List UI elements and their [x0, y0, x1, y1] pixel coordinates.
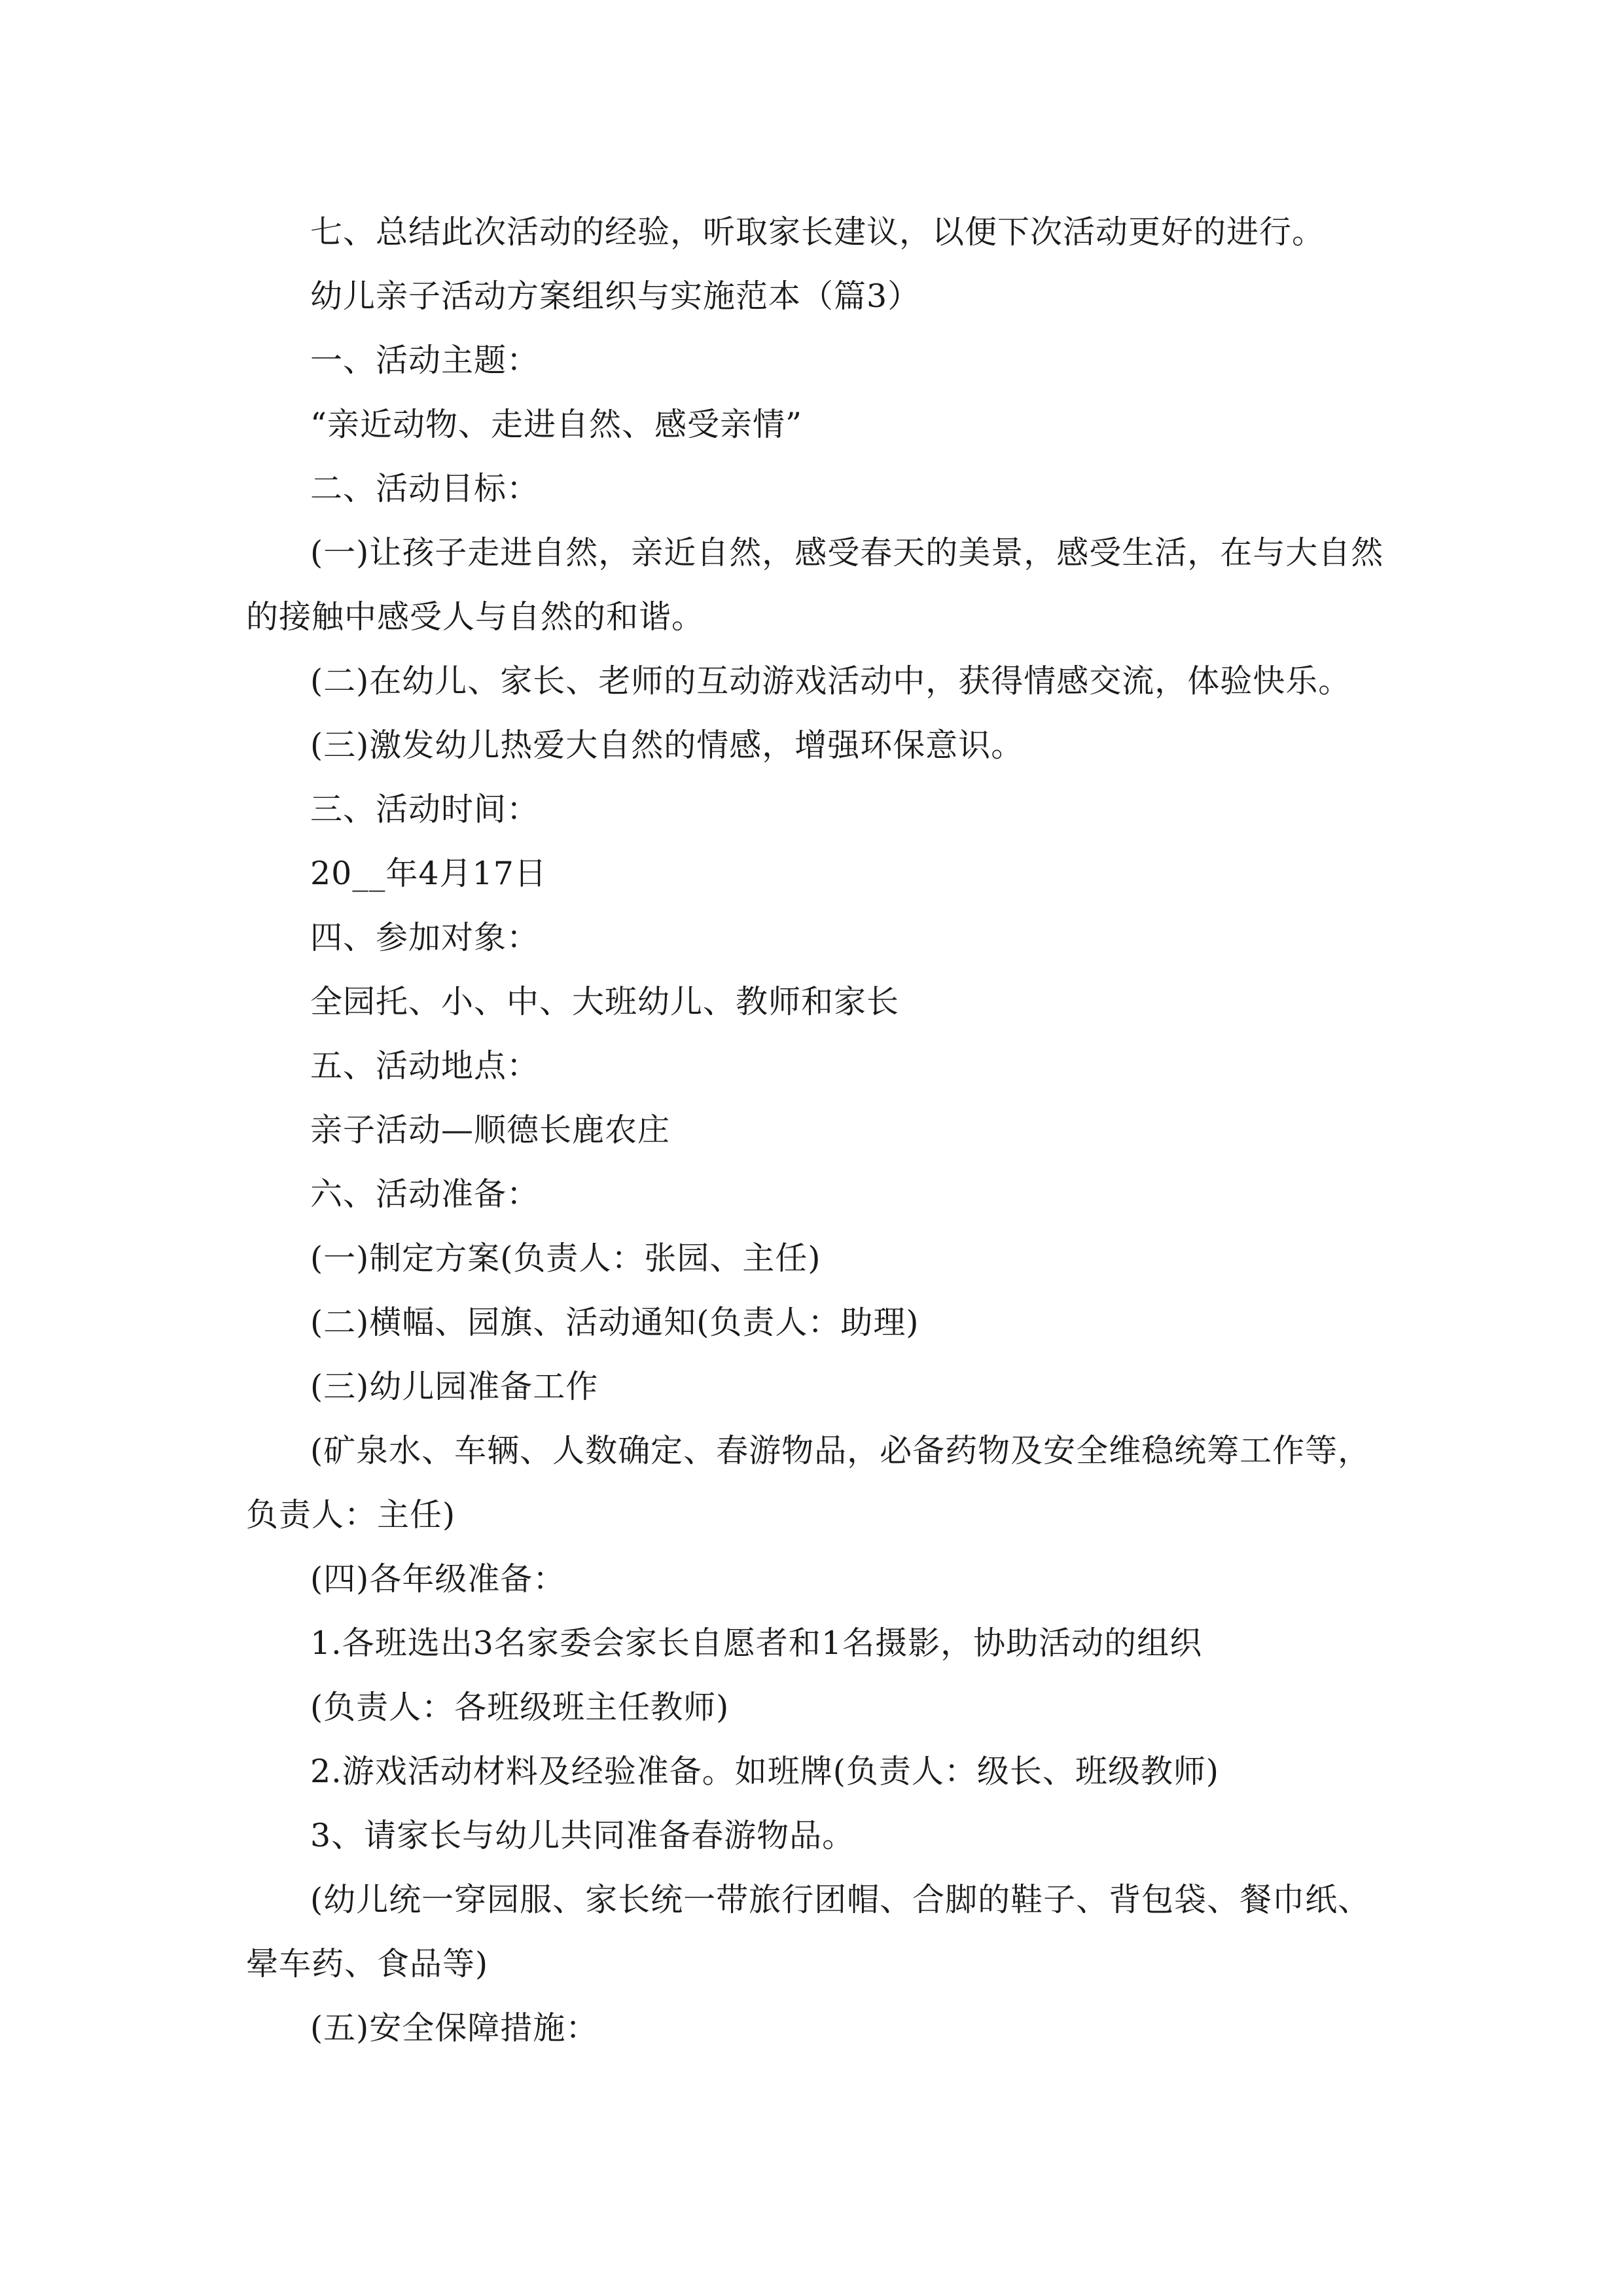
heading-activity-theme: 一、活动主题：: [310, 342, 540, 379]
heading-participants: 四、参加对象：: [310, 919, 540, 956]
goal-item-1: (一)让孩子走进自然，亲近自然，感受春天的美景，感受生活，在与大自然的接触中感受人与自然的和谐。: [246, 534, 1384, 636]
participants-text: 全园托、小、中、大班幼儿、教师和家长: [310, 983, 900, 1020]
heading-location: 五、活动地点：: [310, 1047, 540, 1085]
location-text: 亲子活动—顺德长鹿农庄: [310, 1111, 671, 1149]
heading-activity-time: 三、活动时间：: [310, 791, 540, 828]
heading-activity-goals: 二、活动目标：: [310, 470, 540, 507]
prep-item-4: (四)各年级准备：: [310, 1560, 566, 1598]
grade-prep-3: 3、请家长与幼儿共同准备春游物品。: [310, 1817, 855, 1854]
goal-item-2: (二)在幼儿、家长、老师的互动游戏活动中，获得情感交流，体验快乐。: [310, 662, 1351, 700]
prep-item-3-detail: (矿泉水、车辆、人数确定、春游物品，必备药物及安全维稳统筹工作等，负责人：主任): [246, 1432, 1371, 1534]
prep-item-2: (二)横幅、园旗、活动通知(负责人：助理): [310, 1304, 919, 1341]
paragraph-summary-experience: 七、总结此次活动的经验，听取家长建议，以便下次活动更好的进行。: [310, 213, 1325, 251]
document-body: [246, 200, 1385, 2060]
activity-date: 20__年4月17日: [310, 855, 547, 892]
prep-item-3: (三)幼儿园准备工作: [310, 1368, 599, 1405]
grade-prep-1-owner: (负责人：各班级班主任教师): [310, 1689, 730, 1726]
goal-item-3: (三)激发幼儿热爱大自然的情感，增强环保意识。: [310, 726, 1024, 764]
prep-item-1: (一)制定方案(负责人：张园、主任): [310, 1240, 821, 1277]
theme-quote: “亲近动物、走进自然、感受亲情”: [310, 406, 803, 443]
prep-item-5: (五)安全保障措施：: [310, 2009, 599, 2047]
grade-prep-1: 1.各班选出3名家委会家长自愿者和1名摄影，协助活动的组织: [310, 1624, 1203, 1662]
section-title-article-3: 幼儿亲子活动方案组织与实施范本（篇3）: [310, 278, 921, 315]
grade-prep-3-detail: (幼儿统一穿园服、家长统一带旅行团帽、合脚的鞋子、背包袋、餐巾纸、晕车药、食品等): [246, 1881, 1371, 1982]
grade-prep-2: 2.游戏活动材料及经验准备。如班牌(负责人：级长、班级教师): [310, 1753, 1219, 1790]
heading-preparation: 六、活动准备：: [310, 1175, 540, 1213]
